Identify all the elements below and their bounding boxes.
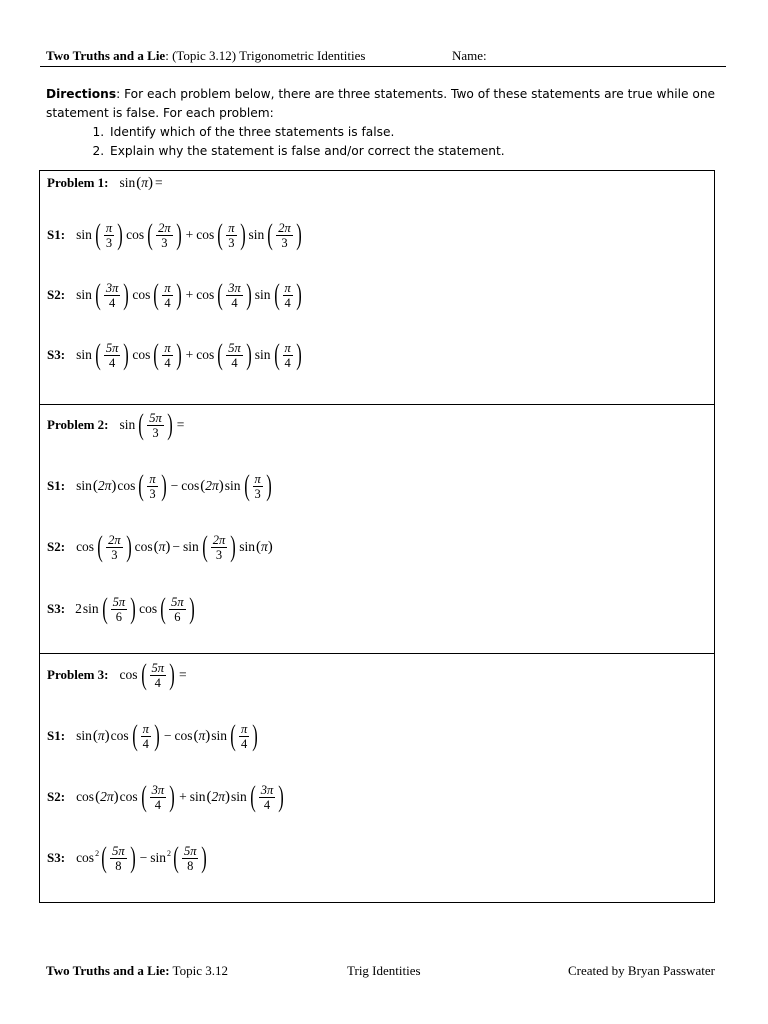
problem-label: Problem 1: xyxy=(47,175,109,190)
statement-2 xyxy=(47,275,304,315)
statement-3 xyxy=(47,589,197,629)
problem-label: Problem 3: xyxy=(47,667,109,682)
problem-1-prompt xyxy=(47,163,165,203)
statement-3 xyxy=(47,838,209,878)
statement-2 xyxy=(47,527,273,567)
directions-text: : For each problem below, there are three statements. Two of these statements are true while one statement is false. For each problem: xyxy=(46,87,716,120)
statement-expression: sin ( $\frac{3\pi}{4}$ ) cos ( $\frac{\pi}{4}$ ) + cos ( $\frac{3\pi}{4}$ ) sin ( $\frac{\pi}{4}$ ) xyxy=(76,278,302,311)
statement-expression: sin ( π ) cos ( $\frac{\pi}{4}$ ) − cos ( π ) sin ( $\frac{\pi}{4}$ ) xyxy=(76,719,259,752)
directions-step: 2. Explain why the statement is false and/or correct the statement. xyxy=(108,142,716,161)
problem-1-box xyxy=(39,170,715,405)
statement-expression: cos ( 2π ) cos ( $\frac{3\pi}{4}$ ) + sin ( 2π ) sin ( $\frac{3\pi}{4}$ ) xyxy=(76,780,285,813)
problem-2-prompt xyxy=(47,405,186,445)
statement-label: S1: xyxy=(47,227,66,242)
statement-label: S2: xyxy=(47,789,66,804)
worksheet-title: Two Truths and a Lie xyxy=(46,48,166,63)
statement-expression: cos 2 ( $\frac{5\pi}{8}$ ) − sin 2 ( $\frac{5\pi}{8}$ ) xyxy=(76,841,208,874)
statement-expression: cos ( $\frac{2\pi}{3}$ ) cos ( π ) − sin ( $\frac{2\pi}{3}$ ) sin ( π ) xyxy=(76,530,273,563)
problem-3-prompt xyxy=(47,655,189,695)
statement-label: S1: xyxy=(47,728,66,743)
footer-title: Two Truths and a Lie: Topic 3.12 xyxy=(46,963,228,978)
problem-2-box xyxy=(39,404,715,654)
directions-block xyxy=(46,85,716,161)
statement-1 xyxy=(47,716,260,756)
footer-credit: Created by Bryan Passwater xyxy=(568,963,715,978)
statement-1 xyxy=(47,215,304,255)
problem-expression: cos ( $\frac{5\pi}{4}$ ) = xyxy=(119,658,187,691)
statement-1 xyxy=(47,466,274,506)
statement-label: S2: xyxy=(47,539,66,554)
problem-expression: sin ( π ) = xyxy=(119,175,163,191)
statement-3 xyxy=(47,335,304,375)
footer-topic: Trig Identities xyxy=(347,963,421,978)
directions-step: 1. Identify which of the three statements is false. xyxy=(108,123,716,142)
statement-label: S3: xyxy=(47,347,66,362)
directions-label: Directions xyxy=(46,87,117,101)
statement-label: S3: xyxy=(47,601,66,616)
problem-expression: sin ( $\frac{5\pi}{3}$ ) = xyxy=(119,408,185,441)
worksheet-header xyxy=(46,48,726,64)
statement-label: S1: xyxy=(47,478,66,493)
statement-label: S2: xyxy=(47,287,66,302)
header-rule xyxy=(40,66,726,67)
statement-label: S3: xyxy=(47,850,66,865)
name-label: Name: xyxy=(452,48,487,63)
problem-label: Problem 2: xyxy=(47,417,109,432)
statement-expression: sin ( $\frac{5\pi}{4}$ ) cos ( $\frac{\pi}{4}$ ) + cos ( $\frac{5\pi}{4}$ ) sin ( $\frac{\pi}{4}$ ) xyxy=(76,338,302,371)
statement-expression: 2 sin ( $\frac{5\pi}{6}$ ) cos ( $\frac{5\pi}{6}$ ) xyxy=(75,592,195,625)
problem-3-box xyxy=(39,653,715,903)
directions-steps xyxy=(46,123,716,161)
statement-expression: sin ( 2π ) cos ( $\frac{\pi}{3}$ ) − cos ( 2π ) sin ( $\frac{\pi}{3}$ ) xyxy=(76,469,272,502)
statement-2 xyxy=(47,777,286,817)
worksheet-topic: : (Topic 3.12) Trigonometric Identities xyxy=(165,48,366,63)
statement-expression: sin ( $\frac{\pi}{3}$ ) cos ( $\frac{2\pi}{3}$ ) + cos ( $\frac{\pi}{3}$ ) sin ( $\frac{2\pi}{3}$ ) xyxy=(76,218,302,251)
